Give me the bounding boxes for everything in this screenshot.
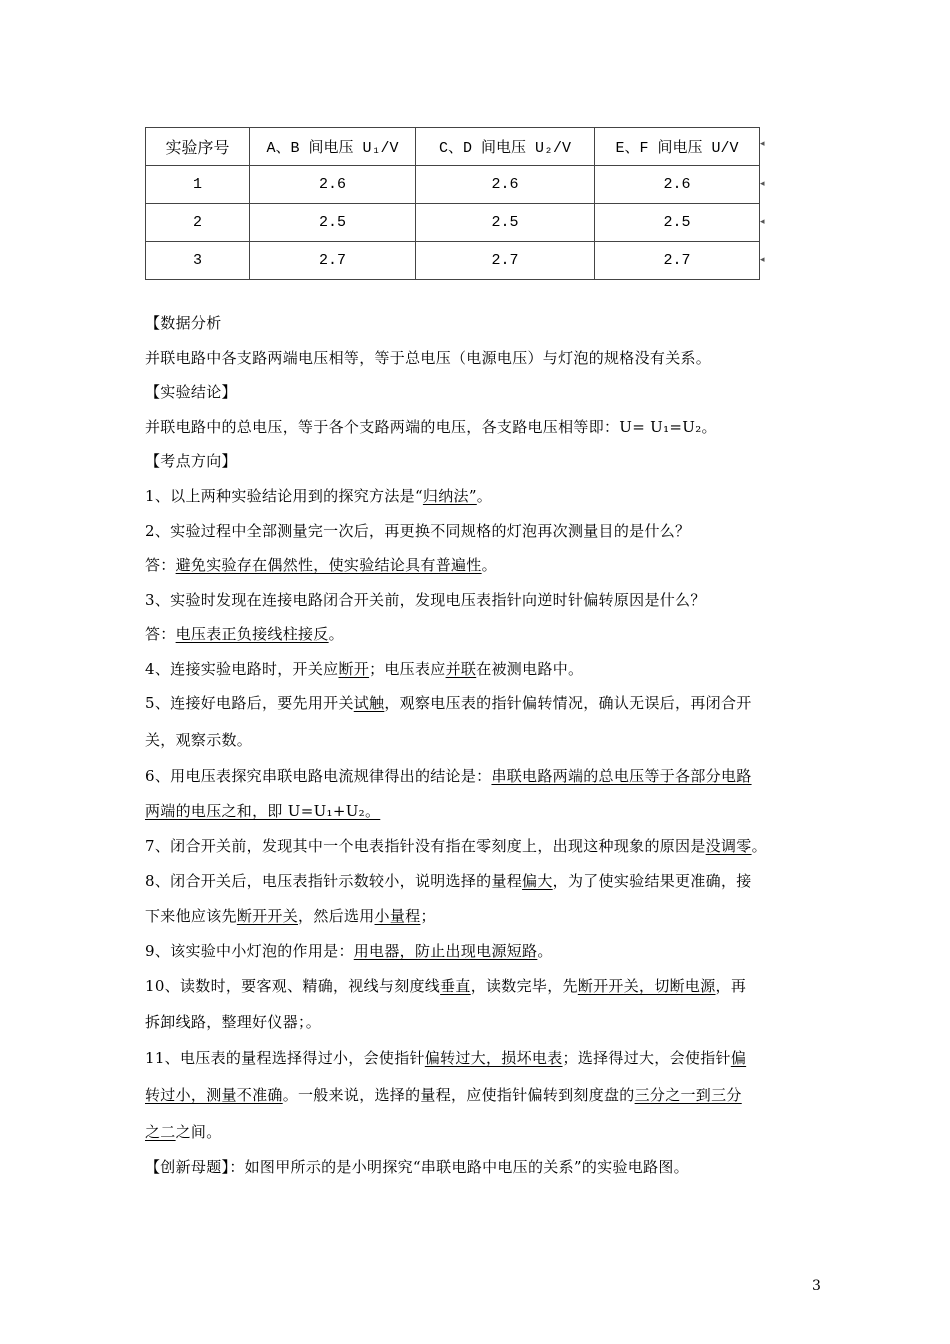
question-text: 在被测电路中。 xyxy=(476,660,584,678)
table-cell: 2.5 xyxy=(595,204,760,242)
question-text: 5、连接好电路后，要先用开关 xyxy=(145,694,354,712)
question-text: 9、该实验中小灯泡的作用是： xyxy=(145,942,354,960)
question-5-line-2: 关，观察示数。 xyxy=(145,731,253,749)
question-3: 3、实验时发现在连接电路闭合开关前，发现电压表指针向逆时针偏转原因是什么？ xyxy=(145,591,706,609)
table-header: A、B 间电压 U₁/V xyxy=(250,128,416,166)
table-header-row xyxy=(146,128,760,166)
question-8 xyxy=(145,871,752,891)
question-text: 6、用电压表探究串联电路电流规律得出的结论是： xyxy=(145,767,492,785)
question-text: 。 xyxy=(328,625,344,643)
question-text: 下来他应该先 xyxy=(145,907,237,925)
answer-blank: 没调零 xyxy=(705,837,752,855)
question-text: 。 xyxy=(481,556,497,574)
table-header: C、D 间电压 U₂/V xyxy=(416,128,595,166)
table-cell: 1 xyxy=(146,166,250,204)
page-number: 3 xyxy=(812,1278,821,1294)
question-text: ； xyxy=(420,907,436,925)
answer-blank: 断开开关，切断电源 xyxy=(577,977,716,995)
question-text: ；选择得过大，会使指针 xyxy=(562,1049,731,1067)
question-6 xyxy=(145,766,752,786)
table-cell: 2.5 xyxy=(416,204,595,242)
answer-blank: 两端的电压之和，即 U=U₁+U₂。 xyxy=(145,802,381,820)
question-text: 。 xyxy=(476,487,493,505)
question-text: ，然后选用 xyxy=(298,907,375,925)
table-row xyxy=(146,166,760,204)
question-text: 7、闭合开关前，发现其中一个电表指针没有指在零刻度上，出现这种现象的原因是 xyxy=(145,837,706,855)
question-text: 。一般来说，选择的量程，应使指针偏转到刻度盘的 xyxy=(282,1086,635,1104)
question-5 xyxy=(145,693,752,713)
answer-blank: 之二 xyxy=(145,1123,176,1141)
question-6-line-2 xyxy=(145,801,380,821)
innovation-heading: 【创新母题】 xyxy=(145,1158,230,1176)
question-text: ，观察电压表的指针偏转情况，确认无误后，再闭合开 xyxy=(384,694,752,712)
answer-blank: 小量程 xyxy=(374,907,421,925)
question-text: 8、闭合开关后，电压表指针示数较小，说明选择的量程 xyxy=(145,872,523,890)
table-row xyxy=(146,242,760,280)
answer-blank: 用电器，防止出现电源短路 xyxy=(353,942,538,960)
question-9 xyxy=(145,941,553,961)
table-cell: 2.6 xyxy=(250,166,416,204)
row-end-markers: ◂ ◂ ◂ ◂ xyxy=(760,139,765,265)
table-cell: 2.7 xyxy=(595,242,760,280)
answer-blank: 断开开关 xyxy=(236,907,299,925)
question-11-line-2 xyxy=(145,1085,742,1105)
question-4 xyxy=(145,659,583,679)
question-text: ，为了使实验结果更准确，接 xyxy=(552,872,752,890)
table-cell: 2.6 xyxy=(416,166,595,204)
table-cell: 2.7 xyxy=(416,242,595,280)
answer-2 xyxy=(145,555,497,575)
question-text: ；电压表应 xyxy=(369,660,446,678)
answer-3 xyxy=(145,624,344,644)
answer-blank: 转过小，测量不准确 xyxy=(145,1086,283,1104)
question-text: 。 xyxy=(537,942,553,960)
question-2: 2、实验过程中全部测量完一次后，再更换不同规格的灯泡再次测量目的是什么？ xyxy=(145,522,691,540)
question-10-line-2: 拆卸线路，整理好仪器；。 xyxy=(145,1013,322,1031)
table-cell: 2.6 xyxy=(595,166,760,204)
table-header: E、F 间电压 U/V xyxy=(595,128,760,166)
answer-blank: 归纳法” xyxy=(422,487,477,505)
answer-blank: 电压表正负接线柱接反 xyxy=(175,625,329,643)
innovation-line xyxy=(145,1157,689,1177)
question-text: ，读数完毕，先 xyxy=(470,977,578,995)
conclusion-text: 并联电路中的总电压，等于各个支路两端的电压，各支路电压相等即：U= U₁=U₂。 xyxy=(145,418,717,436)
answer-blank: 偏转过大，损坏电表 xyxy=(424,1049,563,1067)
innovation-text: ：如图甲所示的是小明探究“串联电路中电压的关系”的实验电路图。 xyxy=(229,1158,689,1176)
table-header: 实验序号 xyxy=(146,128,250,166)
table-row xyxy=(146,204,760,242)
answer-blank: 并联 xyxy=(445,660,477,678)
answer-label: 答： xyxy=(145,556,176,574)
answer-blank: 三分之一到三分 xyxy=(634,1086,742,1104)
answer-blank: 避免实验存在偶然性，使实验结论具有普遍性 xyxy=(175,556,482,574)
answer-blank: 偏大 xyxy=(522,872,553,890)
question-11 xyxy=(145,1048,746,1068)
conclusion-heading: 【实验结论】 xyxy=(145,383,237,401)
answer-blank: 试触 xyxy=(353,694,385,712)
answer-blank: 串联电路两端的总电压等于各部分电路 xyxy=(491,767,752,785)
exam-heading: 【考点方向】 xyxy=(145,452,237,470)
table-cell: 2.7 xyxy=(250,242,416,280)
analysis-text: 并联电路中各支路两端电压相等，等于总电压（电源电压）与灯泡的规格没有关系。 xyxy=(145,349,712,367)
answer-blank: 偏 xyxy=(730,1049,747,1067)
question-text: 11、电压表的量程选择得过小，会使指针 xyxy=(145,1049,425,1067)
question-text: 之间。 xyxy=(175,1123,222,1141)
question-10 xyxy=(145,976,746,996)
voltage-data-table xyxy=(145,127,760,280)
question-11-line-3 xyxy=(145,1122,222,1142)
question-1 xyxy=(145,486,492,506)
table-cell: 3 xyxy=(146,242,250,280)
answer-blank: 垂直 xyxy=(440,977,471,995)
table-cell: 2.5 xyxy=(250,204,416,242)
question-text: 。 xyxy=(751,837,767,855)
question-text: 10、读数时，要客观、精确，视线与刻度线 xyxy=(145,977,441,995)
question-7 xyxy=(145,836,767,856)
analysis-heading: 【数据分析 xyxy=(145,314,222,332)
question-text: ，再 xyxy=(715,977,747,995)
answer-label: 答： xyxy=(145,625,176,643)
answer-blank: 断开 xyxy=(338,660,370,678)
question-8-line-2 xyxy=(145,906,436,926)
question-text: 4、连接实验电路时，开关应 xyxy=(145,660,339,678)
table-cell: 2 xyxy=(146,204,250,242)
question-text: 1、以上两种实验结论用到的探究方法是“ xyxy=(145,487,423,505)
